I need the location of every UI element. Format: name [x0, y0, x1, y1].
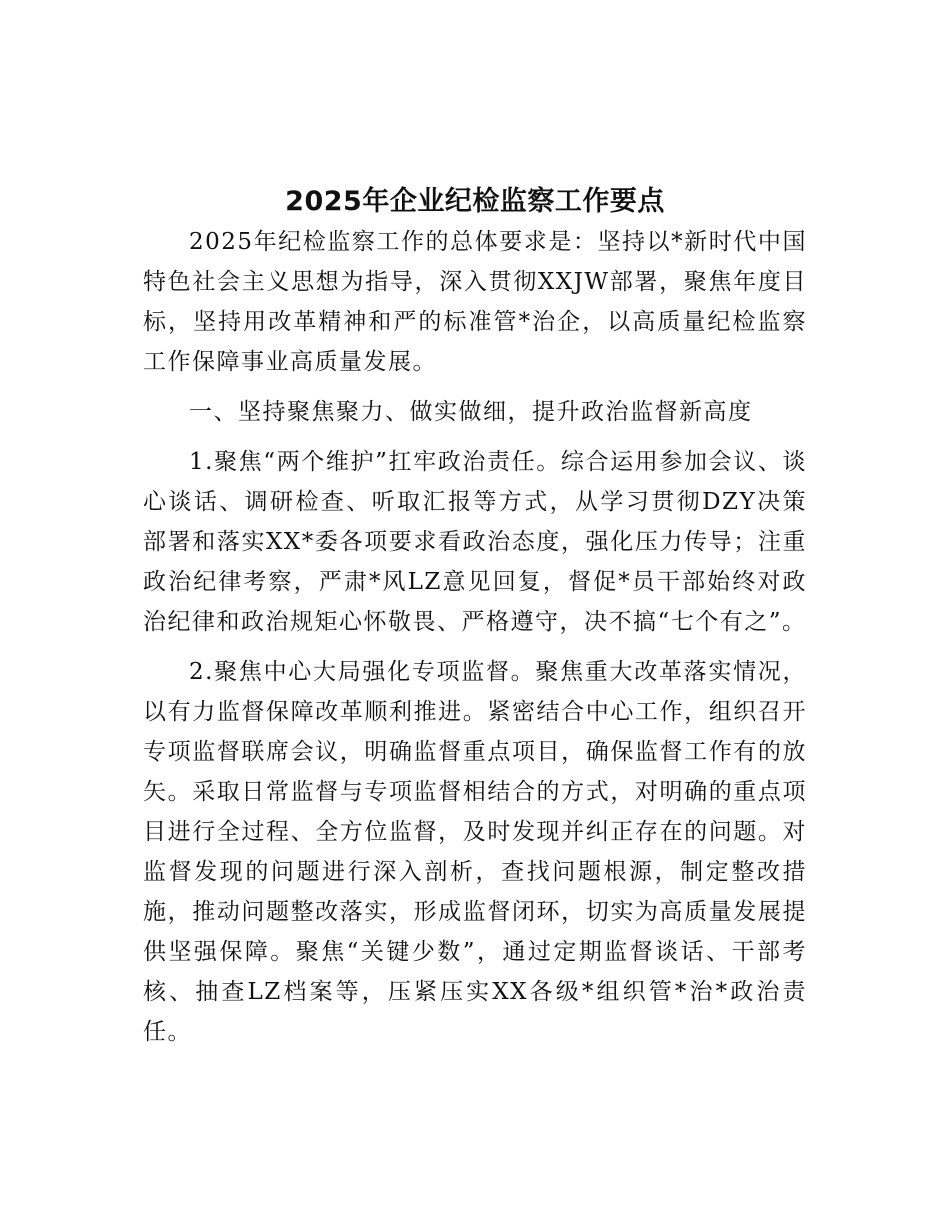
document-body: [143, 222, 807, 1062]
paragraph-item-1: 1.聚焦“两个维护”扛牢政治责任。综合运用参加会议、谈心谈话、调研检查、听取汇报等方式，从学习贯彻DZY决策部署和落实XX*委各项要求看政治态度，强化压力传导；注重政治纪律考察，严肃*风LZ意见回复，督促*员干部始终对政治纪律和政治规矩心怀敬畏、严格遵守，决不搞“七个有之”。: [143, 449, 807, 635]
document-title: 2025年企业纪检监察工作要点: [285, 186, 665, 218]
paragraph-item-2: 2.聚焦中心大局强化专项监督。聚焦重大改革落实情况，以有力监督保障改革顺利推进。紧密结合中心工作，组织召开专项监督联席会议，明确监督重点项目，确保监督工作有的放矢。采取日常监督与专项监督相结合的方式，对明确的重点项目进行全过程、全方位监督，及时发现并纠正存在的问题。对监督发现的问题进行深入剖析，查找问题根源，制定整改措施，推动问题整改落实，形成监督闭环，切实为高质量发展提供坚强保障。聚焦“关键少数”，通过定期监督谈话、干部考核、抽查LZ档案等，压紧压实XX各级*组织管*治*政治责任。: [143, 659, 807, 1045]
section-heading-1: 一、坚持聚焦聚力、做实做细，提升政治监督新高度: [189, 399, 753, 425]
paragraph-general-requirements: 2025年纪检监察工作的总体要求是：坚持以*新时代中国特色社会主义思想为指导，深入贯彻XXJW部署，聚焦年度目标，坚持用改革精神和严的标准管*治企，以高质量纪检监察工作保障事业高质量发展。: [143, 229, 807, 375]
